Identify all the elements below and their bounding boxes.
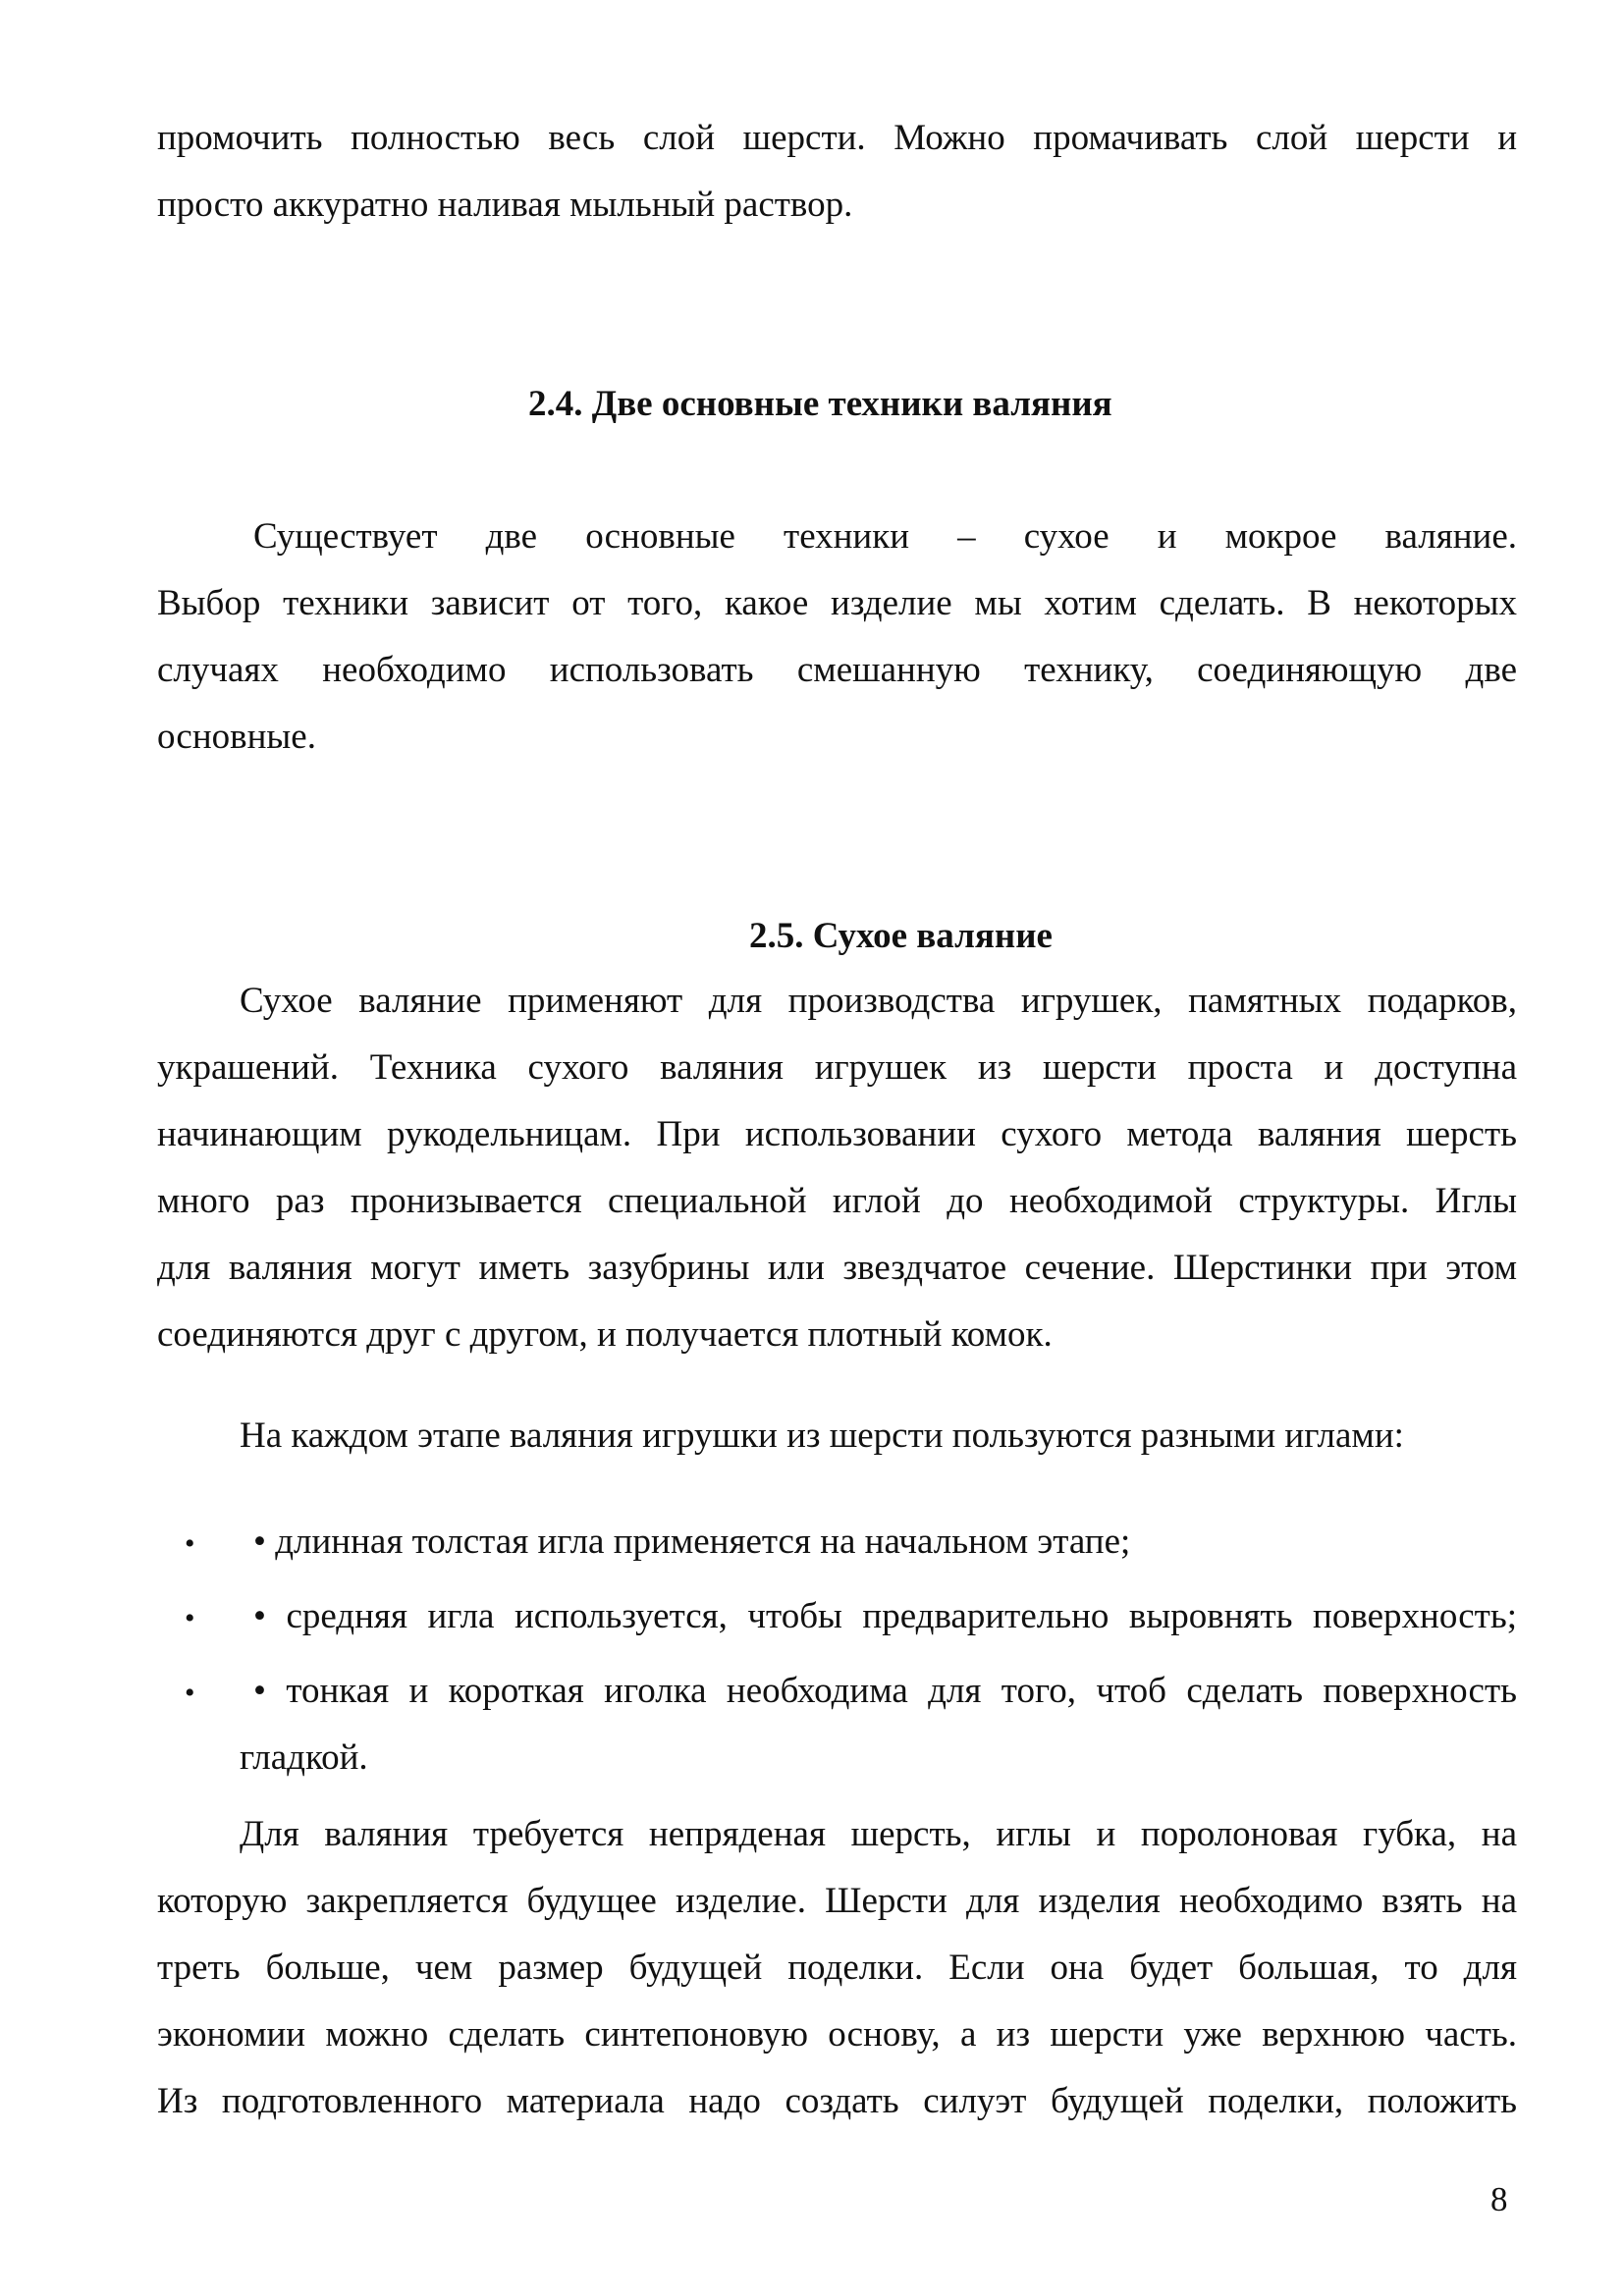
intro-line-2: просто аккуратно наливая мыльный раствор. [157, 185, 853, 225]
list-intro: На каждом этапе валяния игрушки из шерсти пользуются разными иглами: [240, 1415, 1404, 1456]
section-2-5-p1-line-4: много раз пронизывается специальной иглой до необходимой структуры. Иглы [157, 1181, 1517, 1221]
section-2-5-p2-line-3: треть больше, чем размер будущей поделки. Если она будет большая, то для [157, 1948, 1517, 1988]
section-2-5-p1-line-2: украшений. Техника сухого валяния игрушек из шерсти проста и доступна [157, 1047, 1517, 1088]
section-heading-2-5: 2.5. Сухое валяние [749, 916, 1053, 956]
bullet-item-1: • длинная толстая игла применяется на начальном этапе; [253, 1522, 1131, 1562]
bullet-item-3-line-2: гладкой. [240, 1737, 368, 1778]
section-heading-2-4: 2.4. Две основные техники валяния [528, 384, 1112, 424]
section-2-5-p1-line-1: Сухое валяние применяют для производства игрушек, памятных подарков, [240, 981, 1517, 1021]
section-2-5-p2-line-2: которую закрепляется будущее изделие. Шерсти для изделия необходимо взять на [157, 1881, 1517, 1921]
bullet-marker-1: • [185, 1527, 195, 1560]
section-2-5-p2-line-5: Из подготовленного материала надо создать силуэт будущей поделки, положить [157, 2081, 1517, 2121]
bullet-item-3-line-1: • тонкая и короткая иголка необходима для того, чтоб сделать поверхность [253, 1671, 1517, 1711]
intro-line-1: промочить полностью весь слой шерсти. Можно промачивать слой шерсти и [157, 118, 1517, 158]
section-2-5-p1-line-6: соединяются друг с другом, и получается плотный комок. [157, 1314, 1053, 1355]
bullet-marker-3: • [185, 1677, 195, 1709]
section-2-5-p1-line-5: для валяния могут иметь зазубрины или звездчатое сечение. Шерстинки при этом [157, 1248, 1517, 1288]
section-2-4-line-1: Существует две основные техники – сухое и мокрое валяние. [253, 516, 1517, 557]
bullet-marker-2: • [185, 1602, 195, 1634]
section-2-4-line-4: основные. [157, 717, 316, 757]
section-2-4-line-3: случаях необходимо использовать смешанную технику, соединяющую две [157, 650, 1517, 690]
section-2-5-p2-line-1: Для валяния требуется непряденая шерсть, иглы и поролоновая губка, на [240, 1814, 1517, 1854]
page-number: 8 [1490, 2180, 1508, 2218]
section-2-4-line-2: Выбор техники зависит от того, какое изделие мы хотим сделать. В некоторых [157, 583, 1517, 623]
section-2-5-p2-line-4: экономии можно сделать синтепоновую основу, а из шерсти уже верхнюю часть. [157, 2014, 1517, 2055]
section-2-5-p1-line-3: начинающим рукодельницам. При использовании сухого метода валяния шерсть [157, 1114, 1517, 1154]
bullet-item-2: • средняя игла используется, чтобы предварительно выровнять поверхность; [253, 1596, 1517, 1636]
